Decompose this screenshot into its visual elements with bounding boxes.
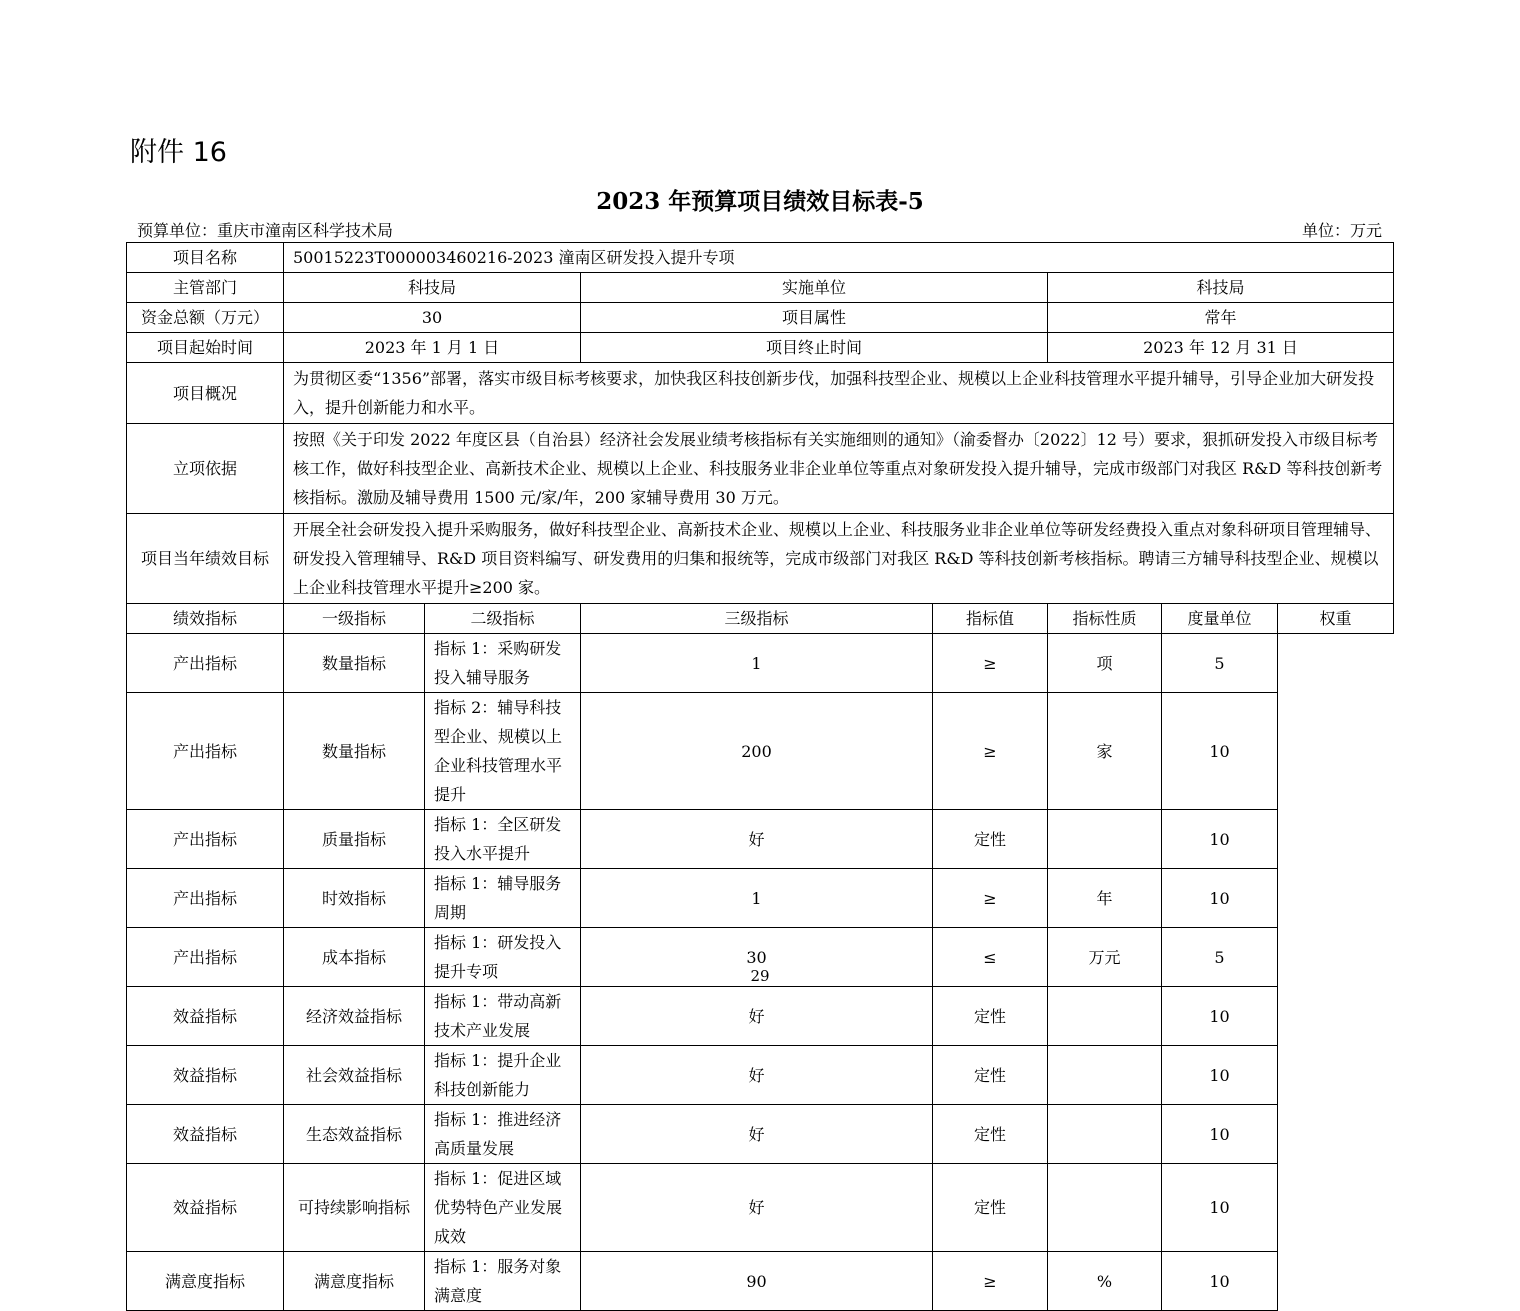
- cell-level1: 产出指标: [127, 928, 284, 987]
- cell-value: 200: [581, 693, 933, 810]
- cell-value: 好: [581, 810, 933, 869]
- cell-nature: ≥: [933, 869, 1048, 928]
- page-title: 2023 年预算项目绩效目标表-5: [596, 188, 924, 215]
- cell-level1: 效益指标: [127, 1164, 284, 1252]
- indicators-section-label: 绩效指标: [127, 604, 284, 634]
- row-dates: [127, 333, 1394, 363]
- cell-nature: 定性: [933, 810, 1048, 869]
- goal-text: 开展全社会研发投入提升采购服务，做好科技型企业、高新技术企业、规模以上企业、科技服务业非企业单位等研发经费投入重点对象科研项目管理辅导、研发投入管理辅导、R&D 项目资料编写、研发费用的归集和报统等，完成市级部门对我区 R&D 等科技创新考核指标。聘请三方辅导科技型企业、规模以上企业科技管理水平提升≥200 家。: [284, 514, 1394, 604]
- header-nature: 指标性质: [1048, 604, 1162, 634]
- cell-level3: 指标 2：辅导科技型企业、规模以上企业科技管理水平提升: [425, 693, 581, 810]
- dept-value: 科技局: [284, 273, 581, 303]
- cell-weight: 10: [1162, 987, 1278, 1046]
- cell-weight: 10: [1162, 1164, 1278, 1252]
- table-row: [127, 869, 1394, 928]
- table-row: [127, 1105, 1394, 1164]
- table-row: [127, 1164, 1394, 1252]
- cell-weight: 10: [1162, 869, 1278, 928]
- cell-level2: 满意度指标: [284, 1252, 425, 1311]
- cell-level3: 指标 1：带动高新技术产业发展: [425, 987, 581, 1046]
- basis-label: 立项依据: [127, 424, 284, 514]
- cell-level3: 指标 1：研发投入提升专项: [425, 928, 581, 987]
- row-overview: [127, 363, 1394, 424]
- header-level2: 二级指标: [425, 604, 581, 634]
- cell-level2: 生态效益指标: [284, 1105, 425, 1164]
- overview-text: 为贯彻区委“1356”部署，落实市级目标考核要求，加快我区科技创新步伐，加强科技型企业、规模以上企业科技管理水平提升辅导，引导企业加大研发投入，提升创新能力和水平。: [284, 363, 1394, 424]
- cell-level2: 成本指标: [284, 928, 425, 987]
- cell-level1: 产出指标: [127, 810, 284, 869]
- cell-unit: [1048, 1164, 1162, 1252]
- basis-text: 按照《关于印发 2022 年度区县（自治县）经济社会发展业绩考核指标有关实施细则的通知》（渝委督办〔2022〕12 号）要求，狠抓研发投入市级目标考核工作，做好科技型企业、高新技术企业、规模以上企业、科技服务业非企业单位等重点对象研发投入提升辅导，完成市级部门对我区 R&D 等科技创新考核指标。激励及辅导费用 1500 元/家/年，200 家辅导费用 30 万元。: [284, 424, 1394, 514]
- header-value: 指标值: [933, 604, 1048, 634]
- cell-level2: 社会效益指标: [284, 1046, 425, 1105]
- attachment-label: 附件 16: [130, 137, 227, 168]
- cell-value: 1: [581, 634, 933, 693]
- cell-level2: 经济效益指标: [284, 987, 425, 1046]
- cell-level3: 指标 1：辅导服务周期: [425, 869, 581, 928]
- cell-weight: 10: [1162, 693, 1278, 810]
- cell-unit: 年: [1048, 869, 1162, 928]
- row-project-name: [127, 243, 1394, 273]
- table-row: [127, 634, 1394, 693]
- performance-table: [126, 242, 1394, 1311]
- cell-level1: 满意度指标: [127, 1252, 284, 1311]
- table-row: [127, 987, 1394, 1046]
- cell-nature: 定性: [933, 987, 1048, 1046]
- cell-weight: 10: [1162, 1105, 1278, 1164]
- cell-weight: 5: [1162, 634, 1278, 693]
- currency-unit: 单位：万元: [1301, 221, 1382, 240]
- table-row: [127, 1046, 1394, 1105]
- cell-unit: [1048, 987, 1162, 1046]
- cell-level1: 产出指标: [127, 634, 284, 693]
- cell-level3: 指标 1：促进区域优势特色产业发展成效: [425, 1164, 581, 1252]
- cell-value: 30: [581, 928, 933, 987]
- overview-label: 项目概况: [127, 363, 284, 424]
- cell-value: 1: [581, 869, 933, 928]
- cell-nature: ≥: [933, 1252, 1048, 1311]
- cell-level2: 数量指标: [284, 693, 425, 810]
- cell-value: 好: [581, 1105, 933, 1164]
- fund-value: 30: [284, 303, 581, 333]
- end-value: 2023 年 12 月 31 日: [1048, 333, 1394, 363]
- cell-level2: 质量指标: [284, 810, 425, 869]
- dept-label: 主管部门: [127, 273, 284, 303]
- cell-nature: 定性: [933, 1164, 1048, 1252]
- cell-unit: 万元: [1048, 928, 1162, 987]
- cell-unit: [1048, 1046, 1162, 1105]
- attr-label: 项目属性: [581, 303, 1048, 333]
- cell-level2: 可持续影响指标: [284, 1164, 425, 1252]
- row-basis: [127, 424, 1394, 514]
- cell-value: 好: [581, 1164, 933, 1252]
- header-unit: 度量单位: [1162, 604, 1278, 634]
- cell-unit: [1048, 810, 1162, 869]
- table-row: [127, 693, 1394, 810]
- cell-level3: 指标 1：提升企业科技创新能力: [425, 1046, 581, 1105]
- cell-level3: 指标 1：服务对象满意度: [425, 1252, 581, 1311]
- cell-nature: ≤: [933, 928, 1048, 987]
- cell-nature: ≥: [933, 693, 1048, 810]
- impl-label: 实施单位: [581, 273, 1048, 303]
- cell-unit: %: [1048, 1252, 1162, 1311]
- cell-nature: 定性: [933, 1046, 1048, 1105]
- cell-nature: ≥: [933, 634, 1048, 693]
- cell-level2: 数量指标: [284, 634, 425, 693]
- project-name-label: 项目名称: [127, 243, 284, 273]
- indicator-header-row: [127, 604, 1394, 634]
- cell-level1: 效益指标: [127, 987, 284, 1046]
- header-level3: 三级指标: [581, 604, 933, 634]
- table-row: [127, 1252, 1394, 1311]
- cell-level1: 产出指标: [127, 693, 284, 810]
- cell-level1: 产出指标: [127, 869, 284, 928]
- cell-unit: 家: [1048, 693, 1162, 810]
- cell-level3: 指标 1：采购研发投入辅导服务: [425, 634, 581, 693]
- cell-weight: 10: [1162, 1252, 1278, 1311]
- cell-level3: 指标 1：全区研发投入水平提升: [425, 810, 581, 869]
- header-level1: 一级指标: [284, 604, 425, 634]
- end-label: 项目终止时间: [581, 333, 1048, 363]
- start-label: 项目起始时间: [127, 333, 284, 363]
- table-row: [127, 810, 1394, 869]
- cell-unit: [1048, 1105, 1162, 1164]
- cell-weight: 5: [1162, 928, 1278, 987]
- cell-level1: 效益指标: [127, 1046, 284, 1105]
- impl-value: 科技局: [1048, 273, 1394, 303]
- budget-unit: 预算单位：重庆市潼南区科学技术局: [137, 221, 394, 240]
- start-value: 2023 年 1 月 1 日: [284, 333, 581, 363]
- cell-level2: 时效指标: [284, 869, 425, 928]
- project-name: 50015223T000003460216-2023 潼南区研发投入提升专项: [284, 243, 1394, 273]
- fund-label: 资金总额（万元）: [127, 303, 284, 333]
- cell-unit: 项: [1048, 634, 1162, 693]
- cell-level3: 指标 1：推进经济高质量发展: [425, 1105, 581, 1164]
- cell-value: 好: [581, 1046, 933, 1105]
- goal-label: 项目当年绩效目标: [127, 514, 284, 604]
- cell-value: 90: [581, 1252, 933, 1311]
- cell-weight: 10: [1162, 1046, 1278, 1105]
- page-number: 29: [750, 967, 770, 985]
- cell-level1: 效益指标: [127, 1105, 284, 1164]
- attr-value: 常年: [1048, 303, 1394, 333]
- row-department: [127, 273, 1394, 303]
- cell-nature: 定性: [933, 1105, 1048, 1164]
- cell-value: 好: [581, 987, 933, 1046]
- cell-weight: 10: [1162, 810, 1278, 869]
- row-fund: [127, 303, 1394, 333]
- row-goal: [127, 514, 1394, 604]
- header-weight: 权重: [1278, 604, 1394, 634]
